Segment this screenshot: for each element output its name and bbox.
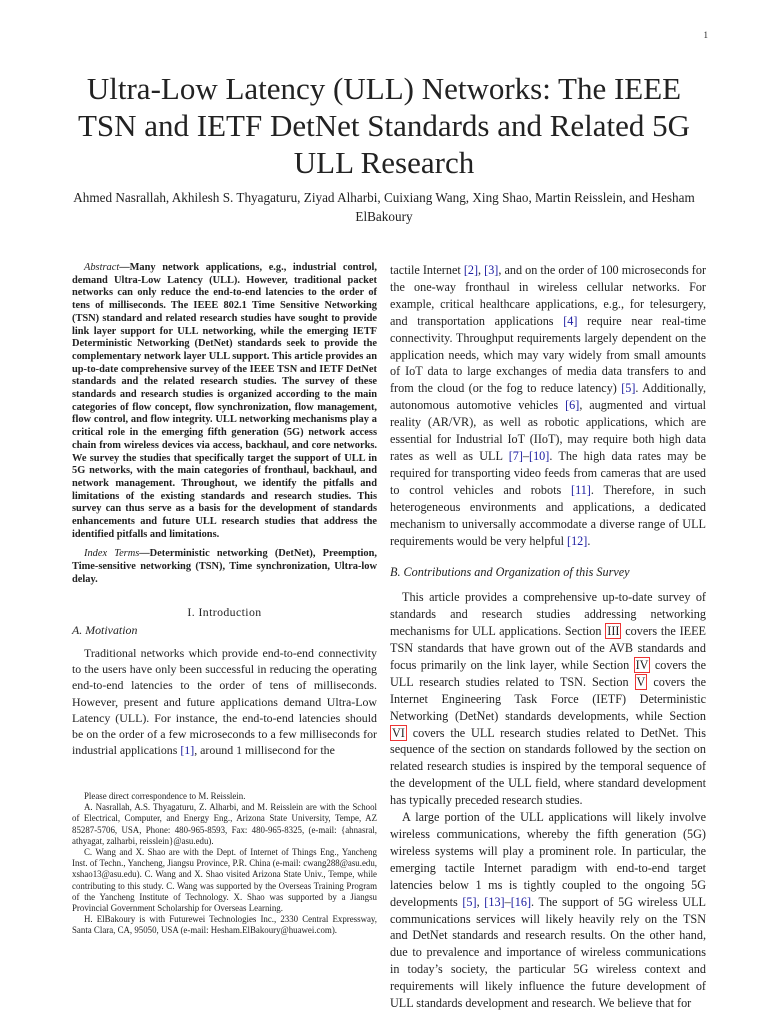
body-text: . Additionally, autonomous automotive vehicles — [390, 381, 706, 413]
citation-link[interactable]: [11] — [571, 482, 591, 497]
citation-link[interactable]: [4] — [563, 313, 578, 328]
citation-link[interactable]: [12] — [567, 533, 588, 548]
body-paragraph-wireless — [390, 809, 706, 1012]
citation-link[interactable]: [5] — [621, 381, 636, 396]
citation-link[interactable]: [16] — [510, 894, 532, 909]
body-text: tactile Internet — [390, 263, 464, 277]
motivation-tail: , around 1 millisecond for the — [194, 743, 335, 758]
subsection-heading-motivation: A. Motivation — [72, 622, 138, 637]
body-text: . Therefore, in such heterogeneous environments and applications, a dedicated mechanism to universally accommodate a diverse range of ULL requirements would be very helpful — [390, 482, 707, 548]
body-text: , — [476, 894, 485, 909]
title-block — [60, 70, 708, 226]
body-text: This article provides a comprehensive up-to-date survey of standards and research studies addressing networking mechanisms for ULL applications. Section — [390, 590, 706, 639]
index-terms — [72, 548, 377, 586]
right-column — [390, 262, 706, 1012]
footnote-affiliation-asu: A. Nasrallah, A.S. Thyagaturu, Z. Alharbi, and M. Reisslein are with the School of Electrical, Computer, and Energy Eng., Arizona State University, Tempe, AZ 85287-5706, USA, Phone: 480-965-8593, Fax: 480-965-8325, (e-mail: {ahnasral, athyagat, zalharbi, reisslein}@asu.edu). — [72, 802, 377, 846]
citation-link[interactable]: [13] — [484, 894, 505, 909]
body-text: – — [504, 894, 511, 909]
footnote-correspondence: Please direct correspondence to M. Reisslein. — [84, 791, 246, 801]
citation-link[interactable]: [5] — [462, 894, 477, 909]
body-text: , — [478, 263, 485, 277]
motivation-paragraph — [72, 645, 377, 758]
body-text: covers the IEEE TSN standards that have grown out of the AVB standards and focus primarily on the link layer, while Section — [390, 624, 706, 672]
citation-link[interactable]: [7] — [508, 448, 523, 463]
author-list: Ahmed Nasrallah, Akhilesh S. Thyagaturu, Ziyad Alharbi, Cuixiang Wang, Xing Shao, Martin Reisslein, and Hesham ElBakoury — [73, 190, 695, 224]
body-text: covers the Internet Engineering Task Force (IETF) Deterministic Networking (DetNet) standards developments, while Section — [390, 674, 706, 723]
footnote-affiliation-yancheng: C. Wang and X. Shao are with the Dept. of Internet of Things Eng., Yancheng Inst. of Techn., Yancheng, Jiangsu Province, P.R. China (e-mail: cwang288@asu.edu, xshao13@asu.edu). C. Wang and X. Shao visited Arizona State Univ., Tempe, while contributing to this study. C. Wang was supported by the Overseas Training Program of the Yancheng Institute of Technology. X. Shao was supported by a Jiangsu Provincial Government Scholarship for Overseas Learning. — [72, 847, 377, 914]
body-paragraph-applications — [390, 262, 706, 549]
section-reference-link[interactable]: VI — [392, 725, 405, 740]
section-heading-introduction: I. Introduction — [187, 604, 262, 619]
section-reference-link[interactable]: V — [636, 674, 646, 689]
body-text: . The high data rates may be required for transporting video feeds from cameras that are used to control vehicles and robots — [390, 448, 706, 497]
body-text: A large portion of the ULL applications will likely involve wireless communications, whereby the fifth generation (5G) wireless systems will play a prominent role. In particular, the emerging tactile Internet paradigm with end-to-end target latencies below 1 ms is tightly coupled to the ongoing 5G developments — [390, 810, 706, 909]
body-text: covers the ULL research studies related to TSN. Section — [390, 657, 706, 689]
left-column — [72, 262, 377, 758]
citation-link[interactable]: [10] — [529, 448, 550, 463]
abstract-text: —Many network applications, e.g., industrial control, demand Ultra-Low Latency (ULL). However, traditional packet networks can only reduce the end-to-end latencies to the order of tens of milliseconds. The IEEE 802.1 Time Sensitive Networking (TSN) standard and related research studies have sought to provide link layer support for ULL networking, while the emerging IETF Deterministic Networking (DetNet) standards seek to provide the complementary network layer ULL support. This article provides an up-to-date comprehensive survey of the IEEE TSN and IETF DetNet standards and the related research studies. The survey of these standards and research studies is organized according to the main categories of flow concept, flow synchronization, flow management, flow control, and flow integrity. ULL networking mechanisms play a critical role in the emerging fifth generation (5G) network access chain from wireless devices via access, backhaul, and core networks. We survey the studies that specifically target the support of ULL in 5G networks, with the main categories of fronthaul, backhaul, and network management. Throughout, we identify the pitfalls and limitations of the existing standards and research studies. This survey can thus serve as a basis for the development of standards enhancements and future ULL research studies that address the identified pitfalls and limitations. — [72, 262, 377, 540]
section-reference-link[interactable]: IV — [635, 657, 649, 672]
motivation-text: Traditional networks which provide end-to-end connectivity to the users have only been successful in reducing the operating end-to-end latencies to the order of tens of milliseconds. However, present and future applications demand Ultra-Low Latency (ULL). For instance, the end-to-end latencies should be on the order of a few microseconds to a few milliseconds for industrial applications — [72, 645, 377, 758]
footnotes — [72, 791, 377, 937]
footnote-affiliation-futurewei: H. ElBakoury is with Futurewei Technologies Inc., 2330 Central Expressway, Santa Clara, CA, 95050, USA (e-mail: Hesham.ElBakoury@huawei.com). — [72, 914, 377, 936]
body-text: require near real-time connectivity. Throughput requirements largely dependent on the application needs, which may vary widely from small amounts of IoT data to large exchanges of media data transfers to and from the cloud (or the fog to reduce latency) — [390, 313, 706, 396]
body-text: covers the ULL research studies related to DetNet. This sequence of the section on standards followed by the section on related research studies is inspired by the temporal sequence of the development of the ULL field, where standard development has typically preceded research studies. — [390, 725, 706, 808]
abstract-lead: Abstract — [84, 262, 120, 273]
page-number: 1 — [703, 30, 708, 40]
citation-link[interactable]: [1] — [180, 743, 195, 758]
subsection-heading-contributions: B. Contributions and Organization of this Survey — [390, 565, 630, 580]
citation-link[interactable]: [2] — [463, 263, 479, 277]
index-terms-lead: Index Terms — [84, 548, 140, 560]
citation-link[interactable]: [6] — [565, 398, 580, 413]
body-text: . The support of 5G wireless ULL communications services will likely heavily rely on the TSN and DetNet standards and research results. On the other hand, due to prevalence and importance of wireless communications in today’s society, the particular 5G wireless context and requirements will likely influence the future development of ULL standards development and research. We believe that for — [390, 894, 706, 1011]
section-reference-link[interactable]: III — [607, 624, 620, 639]
body-paragraph-contributions — [390, 589, 706, 809]
body-text: . — [587, 533, 591, 548]
abstract — [72, 262, 377, 541]
paper-title: Ultra-Low Latency (ULL) Networks: The IEEE TSN and IETF DetNet Standards and Related 5G ULL Research — [77, 71, 691, 180]
citation-link[interactable]: [3] — [484, 263, 499, 277]
index-terms-text: —Deterministic networking (DetNet), Preemption, Time-sensitive networking (TSN), Time synchronization, Ultra-low delay. — [72, 548, 378, 585]
body-text: , augmented and virtual reality (AR/VR), as well as robotic applications, which are essential for Industrial IoT (IIoT), may require both high data rates as well as ULL — [390, 398, 706, 463]
body-text: – — [522, 448, 530, 463]
body-text: , and on the order of 100 microseconds for the one-way fronthaul in wireless cellular networks. For example, critical healthcare applications, e.g., for telesurgery, and transportation applications — [390, 263, 707, 328]
